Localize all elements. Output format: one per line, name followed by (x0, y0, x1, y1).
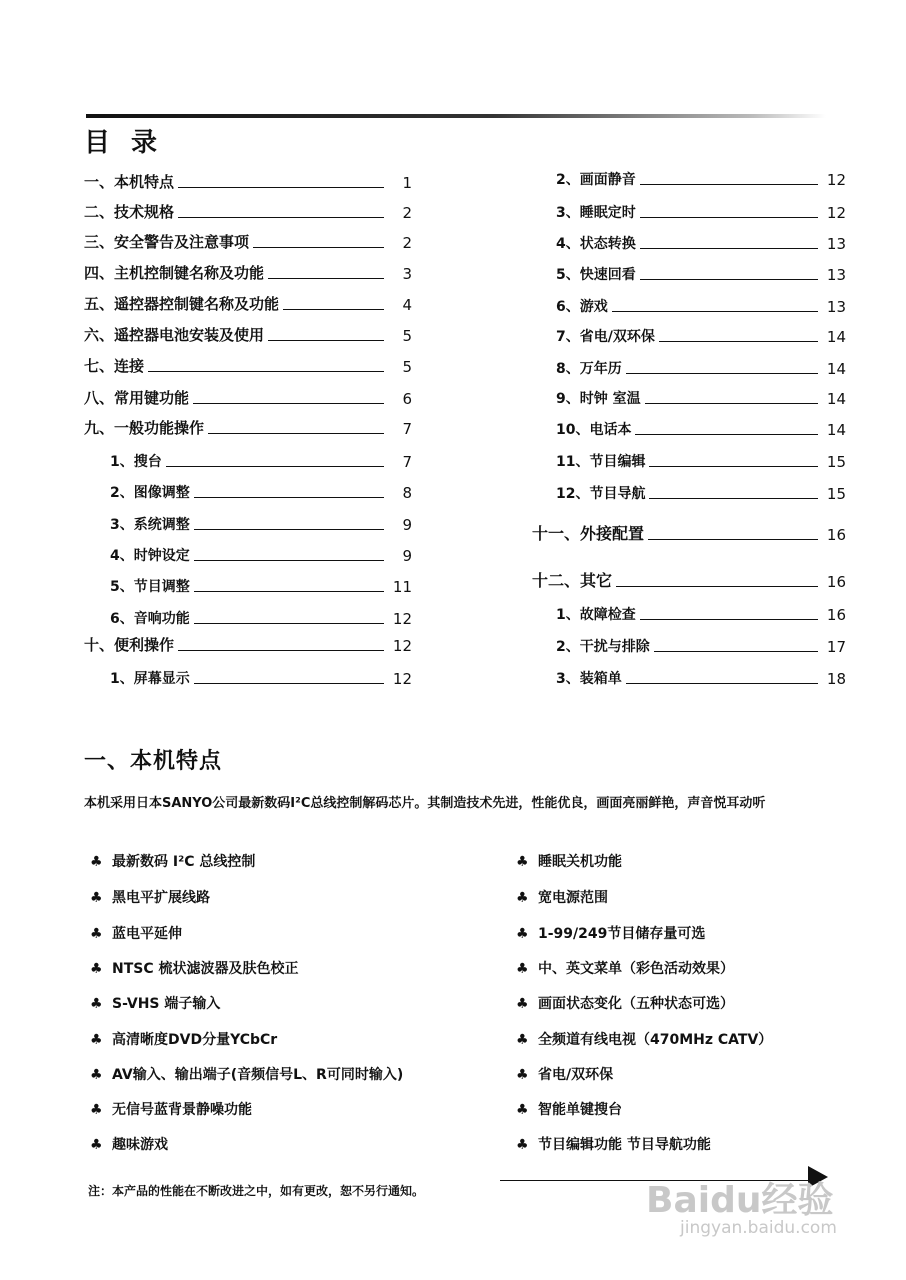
feature-text: 中、英文菜单（彩色活动效果） (538, 961, 734, 977)
clover-bullet-icon: ♣ (516, 1067, 529, 1083)
toc-entry-label: 7、省电/双环保 (556, 329, 655, 345)
toc-entry-label: 3、装箱单 (556, 671, 622, 687)
toc-entry[interactable] (532, 567, 846, 591)
feature-text: 趣味游戏 (112, 1137, 168, 1153)
toc-leader-line (194, 560, 384, 561)
toc-entry-label: 6、游戏 (556, 299, 608, 315)
clover-bullet-icon: ♣ (516, 961, 529, 977)
toc-entry[interactable] (532, 520, 846, 544)
toc-page-number: 14 (826, 360, 846, 378)
toc-leader-line (166, 466, 384, 467)
toc-entry[interactable] (110, 572, 412, 596)
toc-page-number: 3 (402, 265, 412, 283)
footer-note: 注：本产品的性能在不断改进之中，如有更改，恕不另行通知。 (88, 1184, 425, 1198)
clover-bullet-icon: ♣ (90, 1032, 103, 1048)
toc-entry-label: 4、状态转换 (556, 236, 636, 252)
toc-entry-label: 一、本机特点 (84, 173, 175, 191)
toc-entry[interactable] (556, 260, 846, 284)
toc-leader-line (194, 497, 384, 498)
toc-leader-line (178, 650, 384, 651)
toc-entry-label: 二、技术规格 (84, 203, 175, 221)
feature-text: 智能单键搜台 (538, 1102, 622, 1118)
toc-entry[interactable] (556, 384, 846, 408)
toc-leader-line (648, 539, 818, 540)
toc-entry[interactable] (84, 198, 412, 222)
clover-bullet-icon: ♣ (516, 854, 529, 870)
toc-leader-line (640, 217, 818, 218)
toc-leader-line (659, 341, 818, 342)
toc-entry[interactable] (110, 478, 412, 502)
toc-entry-label: 六、遥控器电池安装及使用 (84, 326, 265, 344)
toc-entry-label: 11、节目编辑 (556, 454, 646, 470)
toc-entry[interactable] (556, 165, 846, 189)
toc-entry[interactable] (84, 384, 412, 408)
feature-item (90, 1029, 277, 1049)
feature-text: 省电/双环保 (538, 1067, 614, 1083)
toc-entry[interactable] (556, 664, 846, 688)
toc-leader-line (148, 371, 384, 372)
toc-entry[interactable] (84, 228, 412, 252)
feature-item (516, 958, 734, 978)
toc-leader-line (640, 279, 818, 280)
toc-entry[interactable] (110, 664, 412, 688)
toc-leader-line (193, 403, 384, 404)
toc-page-number: 15 (826, 453, 846, 471)
toc-leader-line (208, 433, 384, 434)
feature-item (90, 1099, 252, 1119)
feature-item (516, 1029, 772, 1049)
toc-leader-line (645, 403, 818, 404)
toc-entry-label: 6、音响功能 (110, 611, 190, 627)
toc-page-number: 13 (826, 298, 846, 316)
toc-entry[interactable] (556, 229, 846, 253)
feature-item (90, 923, 182, 943)
toc-entry[interactable] (556, 632, 846, 656)
toc-entry[interactable] (84, 414, 412, 438)
toc-entry[interactable] (110, 510, 412, 534)
clover-bullet-icon: ♣ (516, 926, 529, 942)
toc-page-number: 7 (402, 420, 412, 438)
toc-entry-label: 五、遥控器控制键名称及功能 (84, 295, 280, 313)
toc-entry[interactable] (556, 415, 846, 439)
toc-page-number: 13 (826, 266, 846, 284)
clover-bullet-icon: ♣ (90, 1137, 103, 1153)
toc-leader-line (268, 340, 384, 341)
clover-bullet-icon: ♣ (90, 996, 103, 1012)
clover-bullet-icon: ♣ (516, 890, 529, 906)
feature-item (516, 923, 705, 943)
toc-page-number: 9 (402, 516, 412, 534)
toc-page-number: 12 (826, 204, 846, 222)
toc-leader-line (626, 373, 818, 374)
toc-leader-line (612, 311, 818, 312)
toc-page-number: 5 (402, 327, 412, 345)
toc-page-number: 16 (826, 526, 846, 544)
feature-item (90, 993, 220, 1013)
toc-page-number: 9 (402, 547, 412, 565)
toc-page-number: 12 (826, 171, 846, 189)
section-title: 一、本机特点 (84, 749, 223, 774)
toc-entry[interactable] (556, 600, 846, 624)
toc-page-number: 8 (402, 484, 412, 502)
watermark-url: jingyan.baidu.com (680, 1218, 837, 1238)
section-intro: 本机采用日本SANYO公司最新数码I²C总线控制解码芯片。其制造技术先进，性能优良，画面亮丽鲜艳，声音悦耳动听 (84, 796, 766, 811)
toc-page-number: 5 (402, 358, 412, 376)
toc-page-number: 12 (392, 610, 412, 628)
toc-entry-label: 2、画面静音 (556, 172, 636, 188)
toc-page-number: 13 (826, 235, 846, 253)
toc-entry[interactable] (84, 352, 412, 376)
toc-page-number: 15 (826, 485, 846, 503)
toc-entry-label: 四、主机控制键名称及功能 (84, 264, 265, 282)
feature-item (516, 887, 608, 907)
feature-item (516, 1064, 613, 1084)
clover-bullet-icon: ♣ (90, 1102, 103, 1118)
header-rule (86, 114, 826, 118)
toc-leader-line (640, 619, 818, 620)
toc-entry[interactable] (556, 479, 846, 503)
toc-entry[interactable] (84, 168, 412, 192)
toc-entry-label: 5、节目调整 (110, 579, 190, 595)
feature-text: 高清晰度DVD分量YCbCr (112, 1032, 278, 1048)
toc-page-number: 16 (826, 573, 846, 591)
toc-page-number: 14 (826, 421, 846, 439)
toc-page-number: 12 (392, 670, 412, 688)
clover-bullet-icon: ♣ (90, 1067, 103, 1083)
toc-title: 目 录 (84, 128, 164, 158)
toc-entry[interactable] (84, 631, 412, 655)
toc-entry[interactable] (84, 259, 412, 283)
clover-bullet-icon: ♣ (516, 1137, 529, 1153)
toc-page-number: 16 (826, 606, 846, 624)
toc-page-number: 14 (826, 390, 846, 408)
toc-page-number: 2 (402, 204, 412, 222)
toc-entry[interactable] (84, 290, 412, 314)
toc-entry-label: 9、时钟 室温 (556, 391, 641, 407)
clover-bullet-icon: ♣ (90, 926, 103, 942)
feature-text: 蓝电平延伸 (112, 926, 182, 942)
toc-leader-line (178, 187, 384, 188)
toc-leader-line (640, 184, 818, 185)
toc-page-number: 2 (402, 234, 412, 252)
toc-leader-line (635, 434, 818, 435)
toc-entry-label: 8、万年历 (556, 361, 622, 377)
feature-item (90, 1134, 168, 1154)
toc-entry-label: 三、安全警告及注意事项 (84, 233, 250, 251)
toc-entry[interactable] (556, 198, 846, 222)
toc-leader-line (640, 248, 818, 249)
feature-item (516, 851, 622, 871)
toc-entry[interactable] (556, 354, 846, 378)
toc-page-number: 7 (402, 453, 412, 471)
feature-text: 黑电平扩展线路 (112, 890, 210, 906)
toc-page-number: 18 (826, 670, 846, 688)
feature-text: 节目编辑功能 节目导航功能 (538, 1137, 711, 1153)
toc-leader-line (616, 586, 818, 587)
toc-leader-line (654, 651, 818, 652)
toc-entry-label: 2、干扰与排除 (556, 639, 650, 655)
feature-text: 宽电源范围 (538, 890, 608, 906)
feature-text: 最新数码 I²C 总线控制 (112, 854, 256, 870)
feature-text: AV输入、输出端子(音频信号L、R可同时输入) (112, 1067, 404, 1083)
toc-leader-line (194, 529, 384, 530)
feature-item (90, 887, 210, 907)
toc-entry-label: 1、故障检查 (556, 607, 636, 623)
toc-entry-label: 1、搜台 (110, 454, 162, 470)
clover-bullet-icon: ♣ (90, 854, 103, 870)
toc-leader-line (626, 683, 818, 684)
toc-page-number: 4 (402, 296, 412, 314)
toc-leader-line (194, 683, 384, 684)
toc-entry[interactable] (110, 604, 412, 628)
clover-bullet-icon: ♣ (516, 1102, 529, 1118)
toc-entry[interactable] (556, 292, 846, 316)
feature-text: 画面状态变化（五种状态可选） (538, 996, 734, 1012)
feature-text: 睡眠关机功能 (538, 854, 622, 870)
toc-leader-line (194, 591, 384, 592)
toc-leader-line (178, 217, 384, 218)
toc-leader-line (268, 278, 384, 279)
feature-text: 全频道有线电视（470MHz CATV） (538, 1032, 773, 1048)
toc-entry[interactable] (110, 447, 412, 471)
toc-page-number: 12 (392, 637, 412, 655)
toc-leader-line (649, 466, 818, 467)
toc-entry[interactable] (84, 321, 412, 345)
feature-item (90, 1064, 403, 1084)
toc-entry-label: 十一、外接配置 (532, 524, 645, 543)
feature-item (90, 851, 255, 871)
toc-page-number: 6 (402, 390, 412, 408)
feature-item (516, 993, 734, 1013)
toc-entry-label: 3、系统调整 (110, 517, 190, 533)
toc-entry-label: 2、图像调整 (110, 485, 190, 501)
toc-entry-label: 八、常用键功能 (84, 389, 190, 407)
feature-item (516, 1099, 622, 1119)
feature-text: 无信号蓝背景静噪功能 (112, 1102, 252, 1118)
toc-entry-label: 1、屏幕显示 (110, 671, 190, 687)
toc-leader-line (649, 498, 818, 499)
clover-bullet-icon: ♣ (516, 1032, 529, 1048)
feature-text: 1-99/249节目储存量可选 (538, 926, 706, 942)
watermark-logo: Baidu经验 (646, 1180, 834, 1221)
feature-text: S-VHS 端子输入 (112, 996, 221, 1012)
toc-page-number: 17 (826, 638, 846, 656)
toc-leader-line (194, 623, 384, 624)
toc-leader-line (283, 309, 384, 310)
toc-entry-label: 4、时钟设定 (110, 548, 190, 564)
toc-page-number: 14 (826, 328, 846, 346)
toc-entry-label: 七、连接 (84, 357, 145, 375)
feature-item (90, 958, 299, 978)
toc-entry-label: 十、便利操作 (84, 636, 175, 654)
toc-page-number: 11 (392, 578, 412, 596)
toc-entry-label: 九、一般功能操作 (84, 419, 205, 437)
toc-entry-label: 3、睡眠定时 (556, 205, 636, 221)
clover-bullet-icon: ♣ (516, 996, 529, 1012)
toc-entry[interactable] (110, 541, 412, 565)
toc-entry[interactable] (556, 322, 846, 346)
toc-entry-label: 5、快速回看 (556, 267, 636, 283)
clover-bullet-icon: ♣ (90, 961, 103, 977)
toc-entry-label: 12、节目导航 (556, 486, 646, 502)
toc-page-number: 1 (402, 174, 412, 192)
feature-text: NTSC 梳状滤波器及肤色校正 (112, 961, 299, 977)
toc-entry[interactable] (556, 447, 846, 471)
toc-entry-label: 十二、其它 (532, 571, 613, 590)
feature-item (516, 1134, 711, 1154)
clover-bullet-icon: ♣ (90, 890, 103, 906)
toc-leader-line (253, 247, 384, 248)
toc-entry-label: 10、电话本 (556, 422, 632, 438)
